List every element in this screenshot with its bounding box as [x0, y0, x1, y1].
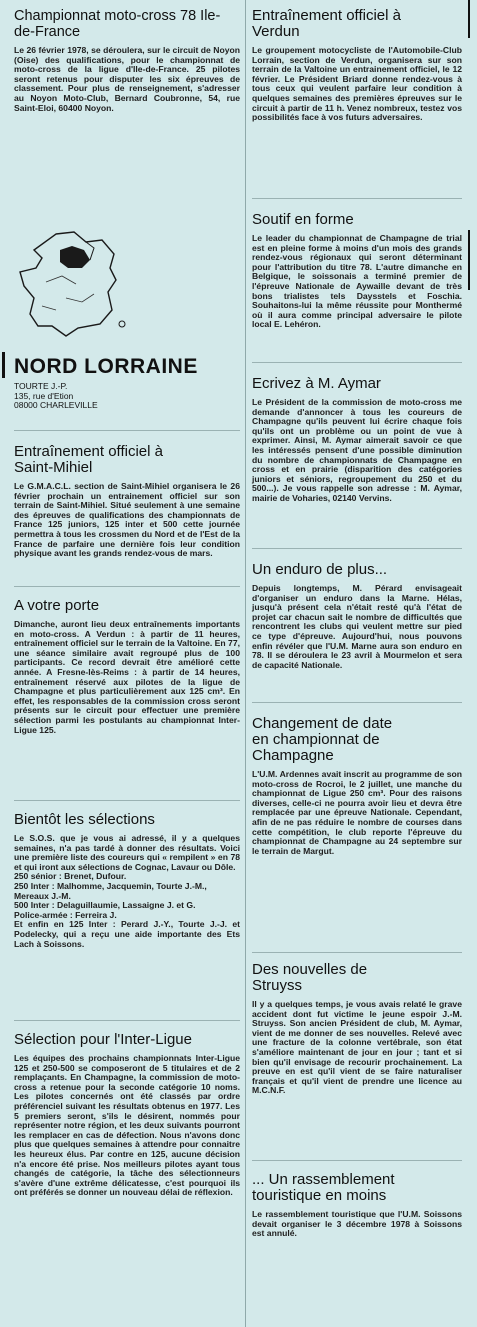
- separator: [14, 800, 240, 801]
- separator: [14, 1020, 240, 1021]
- article-championnat-idf: [14, 8, 240, 113]
- brand-bar: [2, 352, 5, 378]
- article-soutif: [252, 212, 462, 330]
- article-body: Le 26 février 1978, se déroulera, sur le circuit de Noyon (Oise) des qualifications, pour le championnat de moto-cross de la ligue d'Ile-de-France. 25 pilotes seront retenus pour disputer les six épreuves de classement. Pour plus de renseignement, s'adresser au Noyon Moto-Club, Bernard Coubronne, 54, rue Saint-Eloi, 60400 Noyon.: [14, 45, 240, 113]
- region-header: [14, 356, 240, 411]
- article-body: L'U.M. Ardennes avait inscrit au programme de son moto-cross de Rocroi, le 2 juillet, une manche du championnat de Ligue 250 cm³. Pour des raisons diverses, celle-ci ne pourra avoir lieu et devra être remplacée par une épreuve Nationale. Cependant, afin de ne pas réduire le nombre de courses dans cette compétition, le club reporte l'épreuve du championnat de Champagne au 24 septembre sur le terrain de Margut.: [252, 769, 462, 856]
- article-body: Les équipes des prochains championnats Inter-Ligue 125 et 250-500 se composeront de 5 titulaires et de 2 remplaçants. En Champagne, la commission de moto-cross a retenue pour la seconde catégorie 10 noms. Les pilotes concernés ont été classés par ordre préférenciel suivant les résultats obtenus en 1977. Les 5 premiers seront, s'ils le désirent, nommés pour représenter notre région, et les deux suivants pourront les remplacer en cas de défection. Nous n'avons donc plus que quelques semaines à attendre pour connaitre les heureux élus. Par contre en 125, aucune décision n'a encore été prise. Nos meilleurs pilotes ayant tous changés de catégorie, la tâche des sélectionneurs s'avère d'une extrême délicatesse, c'est pourquoi ils ont préférés se donner un nouveau délai de réflexion.: [14, 1053, 240, 1198]
- article-body: Depuis longtemps, M. Pérard envisageait d'organiser un enduro dans la Marne. Hélas, jusqu'à présent cela n'était resté qu'à l'état de projet car chacun sait le nombre de difficultés que rencontrent les clubs qui veulent mettre sur pied ce type d'épreuve. Aujourd'hui, nous pouvons enfin révéler que l'U.M. Marne aura son enduro en 78. Il se déroulera le 23 avril à Mourmelon et sera de capacité Nationale.: [252, 583, 462, 670]
- separator: [14, 430, 240, 431]
- article-saint-mihiel: [14, 444, 240, 559]
- article-title: Championnat moto-cross 78 Ile-de-France: [14, 8, 221, 40]
- article-body: Le Président de la commission de moto-cross me demande d'annoncer à tous les coureurs de Champagne qu'ils peuvent lui écrire chaque fois qu'ils ont un problème ou un point de vue à exprimer. Ainsi, M. Aymar aimerait savoir ce que les intéressés pensent d'une possible diminution du nombre de championnats de Champagne en cross et en prairie (disparition des catégories juniors et séniors, regroupement du 250 et du 500...). Je vous rappelle son adresse : M. Aymar, mairie de Voharies, 02140 Vervins.: [252, 397, 462, 503]
- article-title: Soutif en forme: [252, 211, 354, 228]
- article-line: 250 Inter : Malhomme, Jacquemin, Tourte J.-M., Mereaux J.-M.: [14, 880, 207, 901]
- edge-rule-top: [468, 0, 470, 38]
- article-line: Police-armée : Ferreira J.: [14, 909, 117, 920]
- article-aymar: [252, 376, 462, 504]
- article-title: Sélection pour l'Inter-Ligue: [14, 1031, 192, 1048]
- author-name: TOURTE J.-P.: [14, 381, 68, 391]
- separator: [252, 548, 462, 549]
- article-title: Changement de date en championnat de Champagne: [252, 715, 393, 764]
- edge-rule-mid: [468, 230, 470, 290]
- article-struyss: [252, 962, 462, 1096]
- article-changement-date: [252, 716, 462, 856]
- article-title: ... Un rassemblement touristique en moins: [252, 1171, 395, 1204]
- article-title: Entraînement officiel à Verdun: [252, 7, 401, 40]
- article-body: Le leader du championnat de Champagne de trial est en pleine forme à moins d'un mois des grands rendez-vous régionaux qui seront déterminant pour l'attribution du titre 78. L'autre dimanche en Belgique, le soissonais a terminé premier de l'épreuve Nationale de Aywaille devant de très bons trialistes tels Daysstels et Foschia. Souhaitons-lui la même réussite pour Monthermé où il aura comme principal adversaire le pilote local E. Lehéron.: [252, 233, 462, 330]
- article-title: Des nouvelles de Struyss: [252, 961, 368, 994]
- separator: [14, 586, 240, 587]
- article-title: A votre porte: [14, 597, 100, 614]
- article-rassemblement: [252, 1172, 462, 1239]
- author-city: 08000 CHARLEVILLE: [14, 400, 98, 410]
- article-body: Le G.M.A.C.L. section de Saint-Mihiel organisera le 26 février prochain un entrainement officiel sur son terrain de Saint-Mihiel. Situé seulement à une semaine des épreuves de qualifications des championnats de France 125 juniors, 125 inter et 500 cette journée permettra à tous les crossmen du Nord et de l'Est de la France de parfaire une dernière fois leur condition physique avant les grands rendez-vous de mars.: [14, 481, 240, 559]
- column-rule: [245, 0, 246, 1327]
- separator: [252, 362, 462, 363]
- article-inter-ligue: [14, 1032, 240, 1198]
- article-body: Il y a quelques temps, je vous avais relaté le grave accident dont fut victime le jeune espoir J.-M. Struyss. Son ancien Président de club, M. Aymar, vient de me donner de ses nouvelles. Relevé avec une fracture de la colonne vertébrale, son état s'améliore maintenant de jour en jour ; tant et si bien qu'il envisage de recourir prochainement. La preuve en est qu'il vient de se faire naturaliser français et qu'il vient de prendre une licence au M.C.N.F.: [252, 999, 462, 1096]
- article-title: Ecrivez à M. Aymar: [252, 375, 381, 392]
- article-body: Dimanche, auront lieu deux entraînements importants en moto-cross. A Verdun : à partir de 11 heures, entraînement officiel sur le terrain de la Valtoine. En 77, une séance similaire avait regroupé plus de 100 participants. Ce record devrait être amélioré cette année. A Fresne-lès-Reims : à partir de 14 heures, entraînement réservé aux pilotes de la ligue de Champagne et plus particulièrement aux 125 cm³. En effet, les responsables de la commission cross seront présents sur le circuit pour effectuer une première sélection parmi les postulants au championnat Inter-Ligue 125.: [14, 619, 240, 735]
- article-verdun: [252, 8, 462, 123]
- separator: [252, 198, 462, 199]
- article-body: Le rassemblement touristique que l'U.M. Soissons devait organiser le 3 décembre 1978 à Soissons est annulé.: [252, 1209, 462, 1239]
- article-title: Bientôt les sélections: [14, 811, 155, 828]
- article-body: Le S.O.S. que je vous ai adressé, il y a quelques semaines, n'a pas tardé à donner des résultats. Voici une première liste des coureurs qui « rempilent » en 78 et qui iront aux sélections de Cognac, Lavaur ou Dôle.: [14, 833, 240, 872]
- article-selections: [14, 812, 240, 949]
- article-title: Entraînement officiel à Saint-Mihiel: [14, 443, 163, 476]
- article-a-votre-porte: [14, 598, 240, 735]
- article-line: 500 Inter : Delaguillaumie, Lassaigne J. et G.: [14, 900, 196, 911]
- article-line: Et enfin en 125 Inter : Perard J.-Y., Tourte J.-J. et Podelecky, qui a reçu une aide importante des Ets Lach à Soissons.: [14, 919, 240, 949]
- author-street: 135, rue d'Etion: [14, 390, 74, 401]
- france-map-icon: [16, 228, 126, 338]
- article-body: Le groupement motocycliste de l'Automobile-Club Lorrain, section de Verdun, organisera sur son terrain de la Valtoine un entrainement officiel, le 12 février. Le Président Briard donne rendez-vous à tous ceux qui veulent parfaire leur condition à quelques semaines des premières épreuves sur le circuit à partir de 11 h. Venez nombreux, testez vos possibilités face à vos futurs adversaires.: [252, 45, 462, 123]
- region-title: NORD LORRAINE: [14, 355, 198, 378]
- separator: [252, 1160, 462, 1161]
- article-line: 250 sénior : Brenet, Dufour.: [14, 871, 127, 882]
- article-title: Un enduro de plus...: [252, 561, 388, 578]
- separator: [252, 952, 462, 953]
- article-enduro: [252, 562, 462, 670]
- separator: [252, 702, 462, 703]
